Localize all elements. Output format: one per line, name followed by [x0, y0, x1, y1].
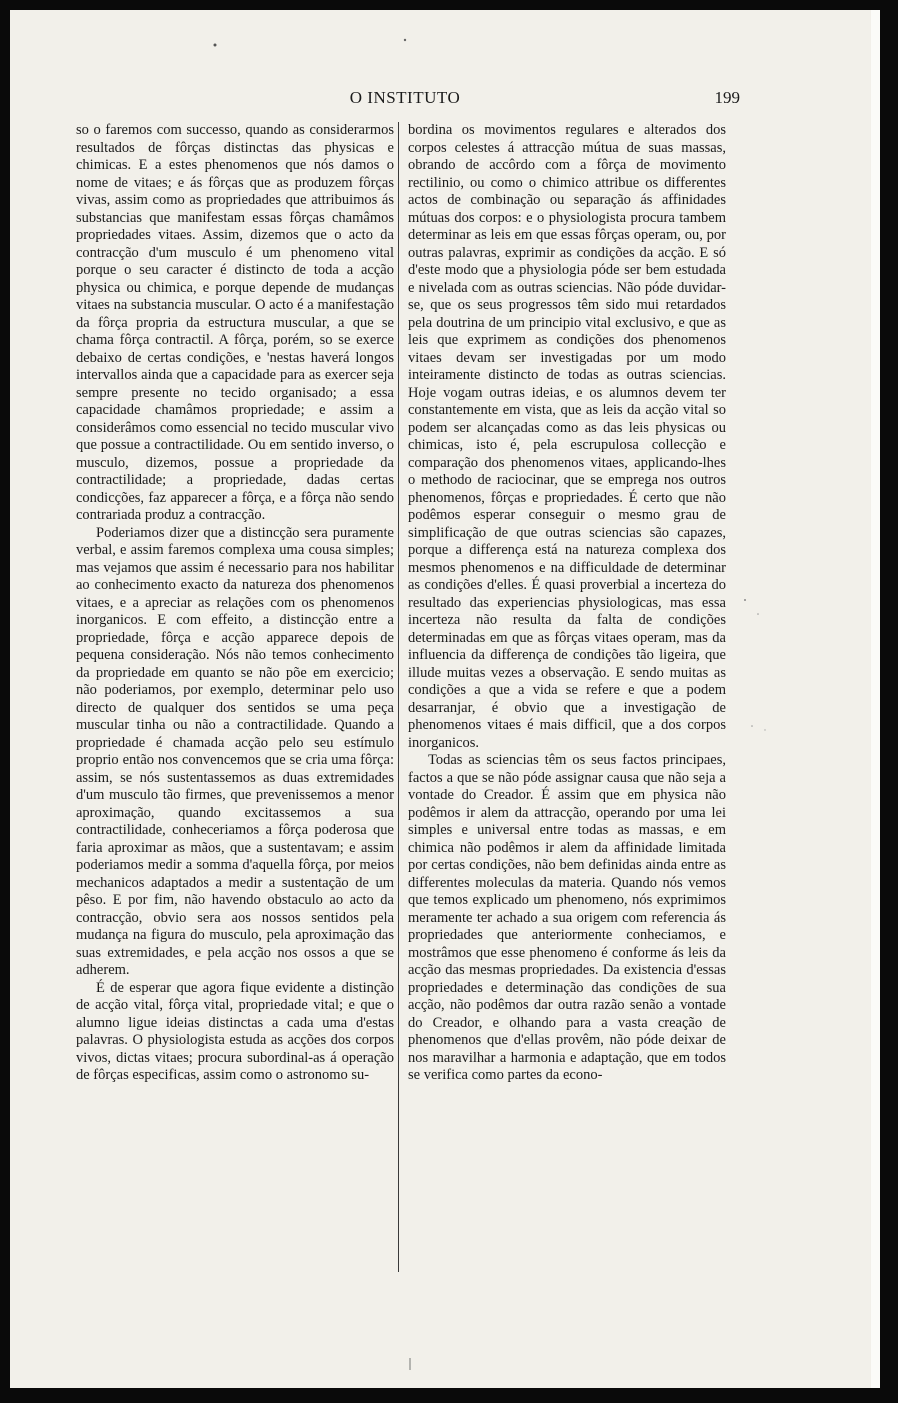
page-edge	[871, 10, 880, 1388]
left-paragraph-3: É de esperar que agora fique evidente a distinção de acção vital, fôrça vital, propriedade vital; e que o alumno ligue ideias distinctas a cada uma d'estas palavras. O physiologista estuda as acções dos corpos vivos, dictas vitaes; procura subordinal-as á operação de fôrças especificas, assim como o astronomo su-	[76, 979, 394, 1083]
speck	[757, 613, 759, 615]
right-column	[408, 122, 726, 1085]
speck	[404, 39, 406, 41]
left-column	[76, 122, 394, 1085]
page-header	[70, 88, 740, 110]
scanned-page	[10, 10, 880, 1388]
left-paragraph-1: so o faremos com successo, quando as considerarmos resultados de fôrças distinctas das physicas e chimicas. E a estes phenomenos que nós damos o nome de vitaes; e ás fôrças que as produzem fôrças vivas, assim como as propriedades que attribuimos ás substancias que manifestam essas fôrças chamâmos propriedades vitaes. Assim, dizemos que o acto da contracção d'um musculo é um phenomeno vital porque o seu caracter é distincto de toda a acção physica ou chimica, e porque depende de mudanças vitaes na substancia muscular. O acto é a manifestação da fôrça propria da estructura muscular, a que se chama fôrça contractil. A fôrça, porém, so se exerce debaixo de certas condições, e 'nestas haverá longos intervallos ainda que a capacidade para as exercer seja sempre presente no tecido organisado; a essa capacidade chamâmos propriedade; e assim a considerâmos como essencial no tecido muscular vivo que possue a contractilidade. Ou em sentido inverso, o musculo, dizemos, possue a propriedade da contractilidade; a propriedade, dadas certas condicções, faz apparecer a fôrça, e a fôrça não sendo contrariada produz a contracção.	[76, 122, 394, 523]
speck	[751, 725, 753, 727]
right-paragraph-2: Todas as sciencias têm os seus factos principaes, factos a que se não póde assignar causa que não seja a vontade do Creador. É assim que em physica não podêmos ir alem da attracção, operando por uma lei simples e universal entre todas as massas, e em chimica não podêmos ir alem da affinidade limitada por certas condições, não bem definidas ainda entre as differentes moleculas da materia. Quando nós vemos que temos explicado um phenomeno, nós exprimimos meramente ter achado a sua origem com referencia ás propriedades que anteriormente conheciamos, e mostrâmos que esse phenomeno é conforme ás leis da acção das mesmas propriedades. Da existencia d'essas propriedades e determinação das condições de sua acção, não podêmos dar outra razão senão a vontade do Creador, e olhando para a vasta creação de phenomenos que d'ellas provêm, não póde deixar de nos maravilhar a harmonia e adaptação, que em todos se verifica como partes da econo-	[408, 752, 726, 1083]
left-paragraph-2: Poderiamos dizer que a distincção sera puramente verbal, e assim faremos complexa uma cousa simples; mas vejamos que assim é necessario para nos habilitar ao conhecimento exacto da natureza dos phenomenos vitaes, e a apreciar as relações com os phenomenos inorganicos. E com effeito, a distincção entre a propriedade, fôrça e acção apparece depois de pequena consideração. Nós não temos conhecimento da propriedade em quanto se não põe em exercicio; não poderiamos, por exemplo, determinar pelo uso directo de qualquer dos sentidos se uma peça muscular tinha ou não a contractilidade. Quando a propriedade é chamada acção pelo seu estímulo proprio então nos convencemos que se cria uma fôrça: assim, se nós sustentassemos as duas extremidades d'um musculo tão firmes, que prevenissemos a menor aproximação, quando excitassemos a sua contractilidade, conheceriamos a fôrça poderosa que faria aproximar as mãos, que a sustentavam; e assim poderiamos medir a somma d'aquella fôrça, por meios mechanicos adaptados a medir a sustentação de um pêso. E por fim, não havendo obstaculo ao acto da contracção, obvio sera aos nossos sentidos pela mudança na figura do musculo, pela aproximação das suas extremidades, e pela acção nos ossos a que se adherem.	[76, 524, 394, 978]
speck	[214, 44, 217, 47]
speck	[744, 599, 746, 601]
page-number: 199	[714, 88, 740, 107]
right-paragraph-1: bordina os movimentos regulares e alterados dos corpos celestes á attracção mútua de suas massas, obrando de accôrdo com a fôrça de movimento rectilinio, ou como o chimico attribue os differentes actos de combinação ou separação ás affinidades mútuas dos corpos: e o physiologista procura tambem determinar as leis em que essas fôrças operam, ou, por outras palavras, exprimir as condições da acção. E só d'este modo que a physiologia póde ser bem estudada e nivelada com as outras sciencias. Não póde duvidar-se, que os seus progressos têm sido mui retardados pela doutrina de um principio vital exclusivo, e que as leis que exprimem as condições dos phenomenos vitaes devam ser investigadas por um modo inteiramente distincto de todas as outras sciencias. Hoje vogam outras ideias, e os alumnos devem ter constantemente em vista, que as leis da acção vital so podem ser alcançadas como as das leis physicas ou chimicas, isto é, pela escrupulosa collecção e comparação dos phenomenos vitaes, applicando-lhes o methodo de raciocinar, que se emprega nos outros phenomenos, fôrças e propriedades. É certo que não podêmos esperar conseguir o mesmo grau de simplificação de que outras sciencias são capazes, porque a differença está na natureza complexa dos mesmos phenomenos e na difficuldade de determinar as condições d'elles. É quasi proverbial a incerteza do resultado das experiencias physiologicas, mas essa incerteza não resulta da falta de condições determinadas em que as fôrças vitaes operam, mas da influencia da differença de condições tão ligeira, que illude muitas vezes a observação. E sendo muitas as condições a que a vida se refere e que a podem desarranjar, é obvio que a investigação de phenomenos vitaes é mais difficil, que a dos corpos inorganicos.	[408, 122, 726, 751]
column-divider	[398, 122, 399, 1272]
speck	[764, 729, 765, 730]
running-title: O INSTITUTO	[349, 88, 461, 107]
